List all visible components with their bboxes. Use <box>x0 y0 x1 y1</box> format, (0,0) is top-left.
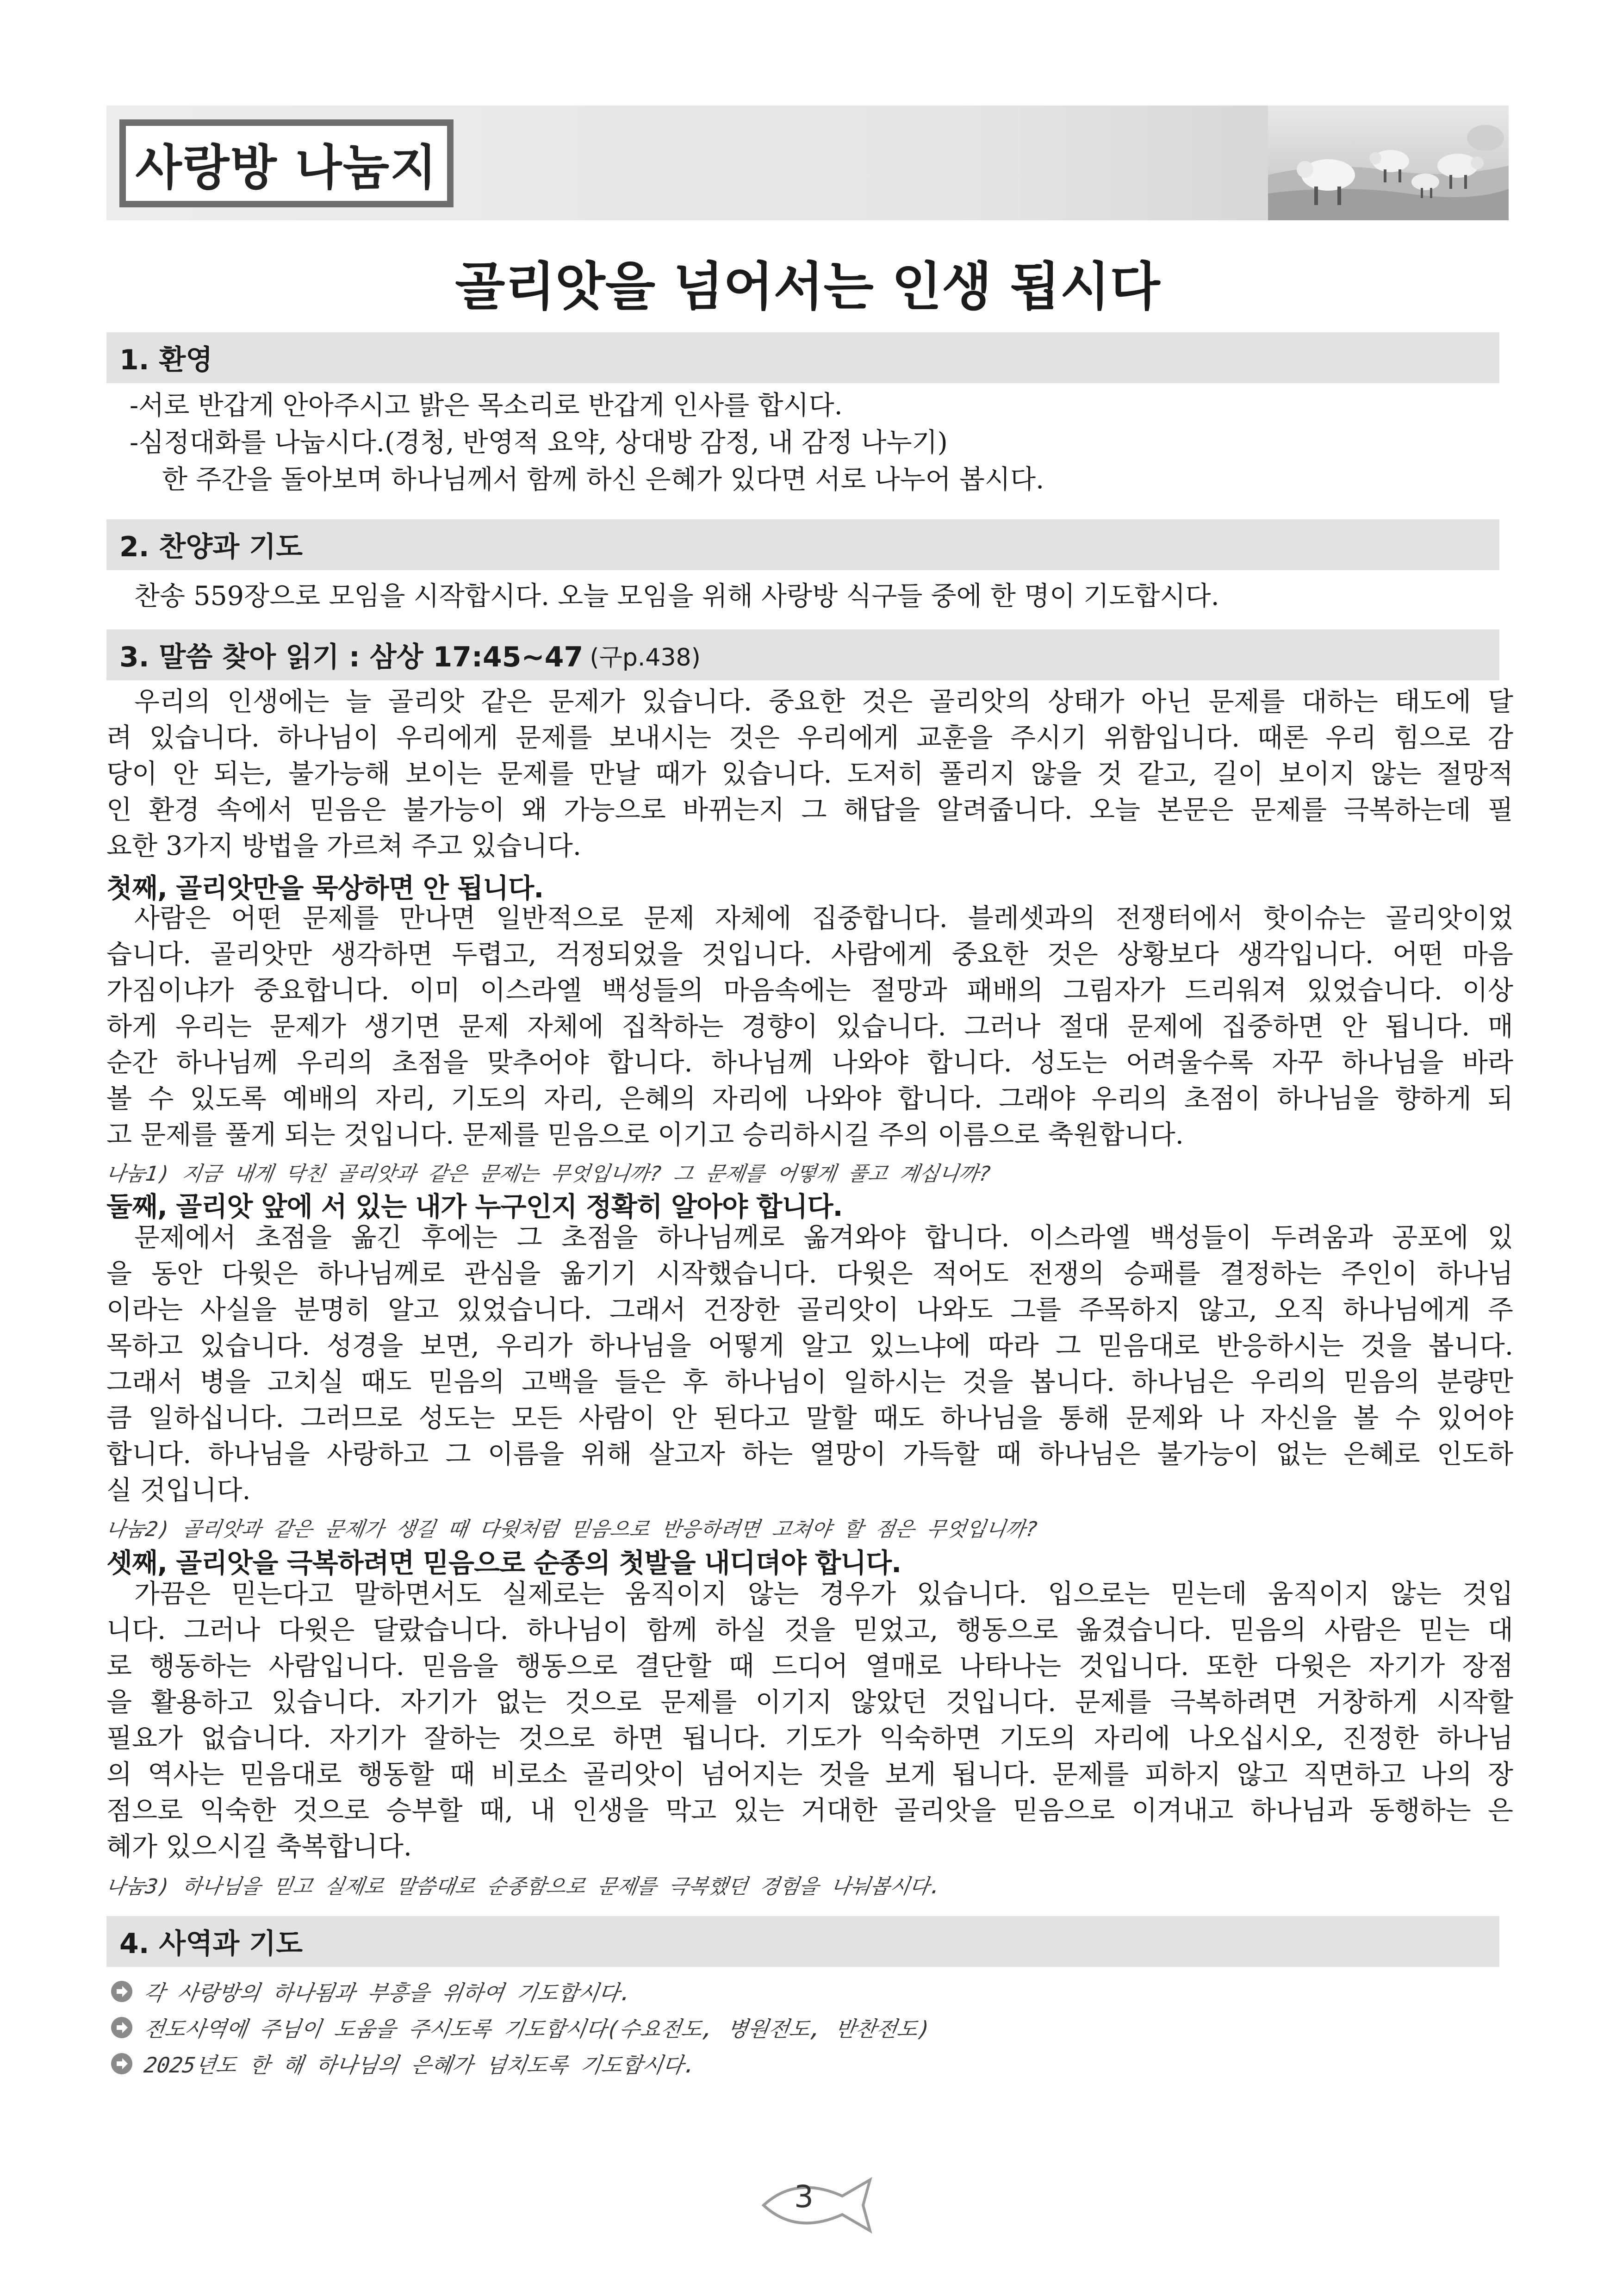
prayer-text: 2025년도 한 해 하나님의 은혜가 넘치도록 기도합시다. <box>142 2053 698 2078</box>
point1-heading: 첫째, 골리앗만을 묵상하면 안 됩니다. <box>106 872 544 904</box>
point2-line: 문제에서 초점을 옮긴 후에는 그 초점을 하나님께로 옮겨와야 합니다. 이스라엘 백성들이 두려움과 공포에 있 <box>134 1222 1513 1253</box>
welcome-line: -심정대화를 나눕시다.(경청, 반영적 요약, 상대방 감정, 내 감정 나누기) <box>130 427 948 458</box>
fish-icon <box>754 2171 893 2240</box>
point2-line: 합니다. 하나님을 사랑하고 그 이름을 위해 살고자 하는 열망이 가득할 때 하나님은 불가능이 없는 은혜로 인도하 <box>106 1439 1513 1469</box>
prayer-item <box>110 2012 931 2043</box>
section-heading-praise <box>106 519 1499 570</box>
point3-line: 필요가 없습니다. 자기가 잘하는 것으로 하면 됩니다. 기도가 익숙하면 기도의 자리에 나오십시오, 진정한 하나님 <box>106 1723 1513 1754</box>
page-number: 3 <box>794 2179 814 2215</box>
point2-line: 큼 일하십니다. 그러므로 성도는 모든 사람이 안 된다고 말할 때도 하나님을 통해 문제와 나 자신을 볼 수 있어야 <box>106 1403 1513 1433</box>
point3-line: 을 활용하고 있습니다. 자기가 없는 것으로 문제를 이기지 않았던 것입니다. 문제를 극복하려면 거창하게 시작할 <box>106 1687 1513 1717</box>
header-title-box <box>119 119 454 207</box>
point1-line: 볼 수 있도록 예배의 자리, 기도의 자리, 은혜의 자리에 나와야 합니다. 그래야 우리의 초점이 하나님을 향하게 되 <box>106 1083 1513 1114</box>
sheep-photo <box>1268 106 1509 220</box>
header-title: 사랑방 나눔지 <box>135 139 438 196</box>
page-footer <box>754 2171 893 2240</box>
circle-arrow-icon <box>110 2052 133 2075</box>
point1-line: 습니다. 골리앗만 생각하면 두렵고, 걱정되었을 것입니다. 사람에게 중요한 것은 상황보다 생각입니다. 어떤 마음 <box>106 939 1513 970</box>
praise-text: 찬송 559장으로 모임을 시작합시다. 오늘 모임을 위해 사랑방 식구들 중에 한 명이 기도합시다. <box>134 581 1219 611</box>
point2-line: 을 동안 다윗은 하나님께로 관심을 옮기기 시작했습니다. 다윗은 적어도 전쟁의 승패를 결정하는 주인이 하나님 <box>106 1258 1513 1289</box>
prayer-item <box>110 2048 696 2079</box>
section-heading-scripture <box>106 629 1499 680</box>
section-heading-text: 4. 사역과 기도 <box>119 1928 303 1960</box>
prayer-text: 전도사역에 주님이 도움을 주시도록 기도합시다(수요전도, 병원전도, 반찬전도) <box>142 2016 932 2041</box>
point1-line: 고 문제를 풀게 되는 것입니다. 문제를 믿음으로 이기고 승리하시길 주의 이름으로 축원합니다. <box>106 1120 1184 1150</box>
prayer-item <box>110 1976 633 2007</box>
point1-line: 사람은 어떤 문제를 만나면 일반적으로 문제 자체에 집중합니다. 블레셋과의 전쟁터에서 핫이슈는 골리앗이었 <box>134 903 1513 933</box>
intro-line: 요한 3가지 방법을 가르쳐 주고 있습니다. <box>106 831 581 861</box>
share3-question: 나눔3) 하나님을 믿고 실제로 말씀대로 순종함으로 문제를 극복했던 경험을 나눠봅시다. <box>104 1875 944 1898</box>
welcome-line: -서로 반갑게 안아주시고 밝은 목소리로 반갑게 인사를 합시다. <box>130 390 843 421</box>
point3-line: 로 행동하는 사람입니다. 믿음을 행동으로 결단할 때 드디어 열매로 나타나는 것입니다. 또한 다윗은 자기가 장점 <box>106 1651 1513 1681</box>
point3-line: 점으로 익숙한 것으로 승부할 때, 내 인생을 막고 있는 거대한 골리앗을 믿음으로 이겨내고 하나님과 동행하는 은 <box>106 1795 1513 1826</box>
point2-line: 실 것입니다. <box>106 1475 251 1506</box>
page-title: 골리앗을 넘어서는 인생 됩시다 <box>455 257 1160 317</box>
point3-heading: 셋째, 골리앗을 극복하려면 믿음으로 순종의 첫발을 내디뎌야 합니다. <box>106 1547 901 1579</box>
point1-line: 하게 우리는 문제가 생기면 문제 자체에 집착하는 경향이 있습니다. 그러나 절대 문제에 집중하면 안 됩니다. 매 <box>106 1011 1513 1042</box>
point2-line: 이라는 사실을 분명히 알고 있었습니다. 그래서 건장한 골리앗이 나와도 그를 주목하지 않고, 오직 하나님에게 주 <box>106 1294 1513 1325</box>
section-heading-text: 1. 환영 <box>119 344 213 376</box>
point3-line: 혜가 있으시길 축복합니다. <box>106 1831 412 1862</box>
point1-line: 가짐이냐가 중요합니다. 이미 이스라엘 백성들의 마음속에는 절망과 패배의 그림자가 드리워져 있었습니다. 이상 <box>106 975 1513 1006</box>
prayer-text: 각 사랑방의 하나됨과 부흥을 위하여 기도합시다. <box>142 1980 634 2005</box>
share1-question: 나눔1) 지금 내게 닥친 골리앗과 같은 문제는 무엇입니까? 그 문제를 어떻게 풀고 계십니까? <box>104 1162 993 1186</box>
intro-line: 려 있습니다. 하나님이 우리에게 문제를 보내시는 것은 우리에게 교훈을 주시기 위함입니다. 때론 우리 힘으로 감 <box>106 722 1513 753</box>
circle-arrow-icon <box>110 1980 133 2003</box>
intro-line: 당이 안 되는, 불가능해 보이는 문제를 만날 때가 있습니다. 도저히 풀리지 않을 것 같고, 길이 보이지 않는 절망적 <box>106 759 1513 789</box>
share2-question: 나눔2) 골리앗과 같은 문제가 생길 때 다윗처럼 믿음으로 반응하려면 고쳐야 할 점은 무엇입니까? <box>104 1518 1039 1541</box>
point3-line: 니다. 그러나 다윗은 달랐습니다. 하나님이 함께 하실 것을 믿었고, 행동으로 옮겼습니다. 믿음의 사람은 믿는 대 <box>106 1615 1513 1645</box>
point2-heading: 둘째, 골리앗 앞에 서 있는 내가 누구인지 정확히 알아야 합니다. <box>106 1191 843 1222</box>
point3-line: 가끔은 믿는다고 말하면서도 실제로는 움직이지 않는 경우가 있습니다. 입으로는 믿는데 움직이지 않는 것입 <box>134 1579 1513 1609</box>
intro-line: 우리의 인생에는 늘 골리앗 같은 문제가 있습니다. 중요한 것은 골리앗의 상태가 아닌 문제를 대하는 태도에 달 <box>134 686 1513 717</box>
point1-line: 순간 하나님께 우리의 초점을 맞추어야 합니다. 하나님께 나와야 합니다. 성도는 어려울수록 자꾸 하나님을 바라 <box>106 1047 1513 1078</box>
point2-line: 그래서 병을 고치실 때도 믿음의 고백을 들은 후 하나님이 일하시는 것을 봅니다. 하나님은 우리의 믿음의 분량만 <box>106 1367 1513 1397</box>
section-heading-text: 3. 말씀 찾아 읽기 : 삼상 17:45~47 <box>119 641 584 673</box>
welcome-line: 한 주간을 돌아보며 하나님께서 함께 하신 은혜가 있다면 서로 나누어 봅시다. <box>162 464 1044 495</box>
point2-line: 목하고 있습니다. 성경을 보면, 우리가 하나님을 어떻게 알고 있느냐에 따라 그 믿음대로 반응하시는 것을 봅니다. <box>106 1331 1513 1361</box>
section-heading-text: 2. 찬양과 기도 <box>119 531 303 563</box>
scripture-page-note: (구p.438) <box>590 643 701 672</box>
intro-line: 인 환경 속에서 믿음은 불가능이 왜 가능으로 바뀌는지 그 해답을 알려줍니다. 오늘 본문은 문제를 극복하는데 필 <box>106 795 1513 825</box>
circle-arrow-icon <box>110 2016 133 2039</box>
point3-line: 의 역사는 믿음대로 행동할 때 비로소 골리앗이 넘어지는 것을 보게 됩니다. 문제를 피하지 않고 직면하고 나의 장 <box>106 1759 1513 1790</box>
section-heading-welcome <box>106 332 1499 383</box>
section-heading-ministry <box>106 1916 1499 1967</box>
